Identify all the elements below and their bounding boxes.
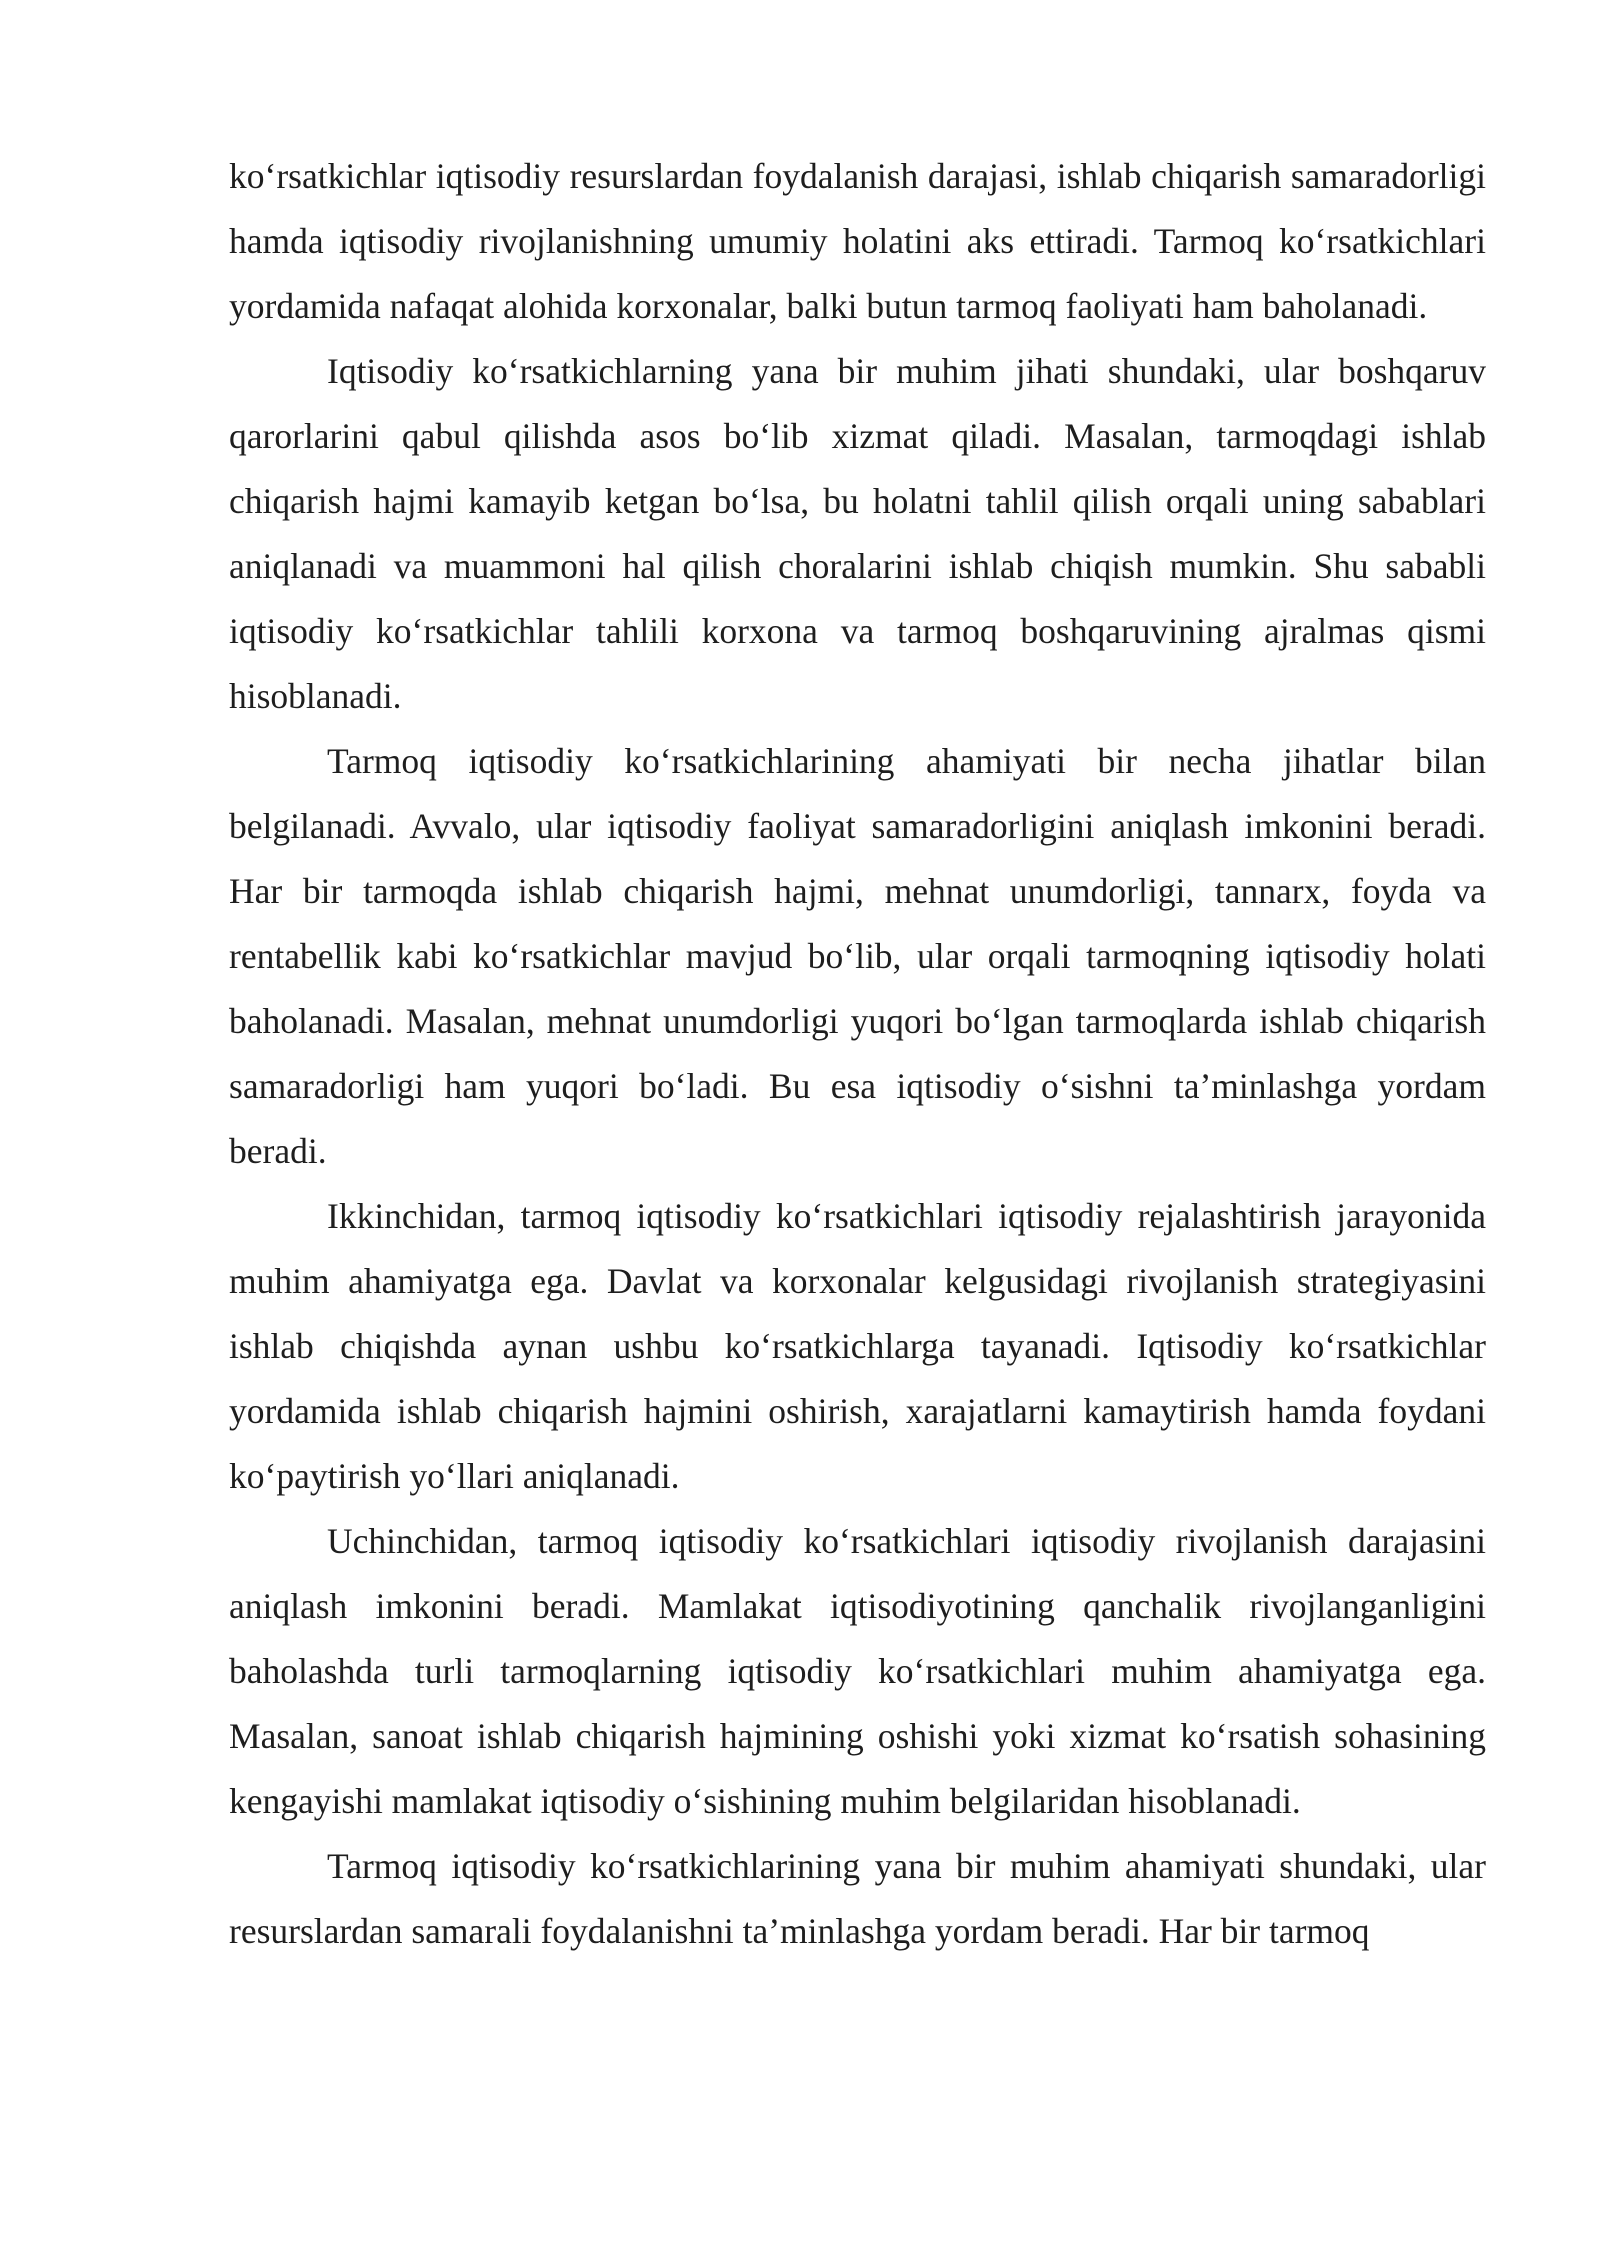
- paragraph-6: Tarmoq iqtisodiy ko‘rsatkichlarining yana bir muhim ahamiyati shundaki, ular resurslardan samarali foydalanishni ta’minlashga yordam beradi. Har bir tarmoq: [229, 1846, 1486, 1951]
- paragraph-5: Uchinchidan, tarmoq iqtisodiy ko‘rsatkichlari iqtisodiy rivojlanish darajasini aniqlash imkonini beradi. Mamlakat iqtisodiyotining qanchalik rivojlanganligini baholashda turli tarmoqlarning iqtisodiy ko‘rsatkichlari muhim ahamiyatga ega. Masalan, sanoat ishlab chiqarish hajmining oshishi yoki xizmat ko‘rsatish sohasining kengayishi mamlakat iqtisodiy o‘sishining muhim belgilaridan hisoblanadi.: [229, 1521, 1486, 1821]
- paragraph-4: Ikkinchidan, tarmoq iqtisodiy ko‘rsatkichlari iqtisodiy rejalashtirish jarayonida muhim ahamiyatga ega. Davlat va korxonalar kelgusidagi rivojlanish strategiyasini ishlab chiqishda aynan ushbu ko‘rsatkichlarga tayanadi. Iqtisodiy ko‘rsatkichlar yordamida ishlab chiqarish hajmini oshirish, xarajatlarni kamaytirish hamda foydani ko‘paytirish yo‘llari aniqlanadi.: [229, 1196, 1486, 1496]
- paragraph-3: Tarmoq iqtisodiy ko‘rsatkichlarining ahamiyati bir necha jihatlar bilan belgilanadi. Avvalo, ular iqtisodiy faoliyat samaradorligini aniqlash imkonini beradi. Har bir tarmoqda ishlab chiqarish hajmi, mehnat unumdorligi, tannarx, foyda va rentabellik kabi ko‘rsatkichlar mavjud bo‘lib, ular orqali tarmoqning iqtisodiy holati baholanadi. Masalan, mehnat unumdorligi yuqori bo‘lgan tarmoqlarda ishlab chiqarish samaradorligi ham yuqori bo‘ladi. Bu esa iqtisodiy o‘sishni ta’minlashga yordam beradi.: [229, 741, 1486, 1171]
- document-body: [229, 144, 1486, 1964]
- paragraph-2: Iqtisodiy ko‘rsatkichlarning yana bir muhim jihati shundaki, ular boshqaruv qarorlarini qabul qilishda asos bo‘lib xizmat qiladi. Masalan, tarmoqdagi ishlab chiqarish hajmi kamayib ketgan bo‘lsa, bu holatni tahlil qilish orqali uning sabablari aniqlanadi va muammoni hal qilish choralarini ishlab chiqish mumkin. Shu sababli iqtisodiy ko‘rsatkichlar tahlili korxona va tarmoq boshqaruvining ajralmas qismi hisoblanadi.: [229, 351, 1486, 716]
- paragraph-1: ko‘rsatkichlar iqtisodiy resurslardan foydalanish darajasi, ishlab chiqarish samaradorligi hamda iqtisodiy rivojlanishning umumiy holatini aks ettiradi. Tarmoq ko‘rsatkichlari yordamida nafaqat alohida korxonalar, balki butun tarmoq faoliyati ham baholanadi.: [229, 156, 1486, 326]
